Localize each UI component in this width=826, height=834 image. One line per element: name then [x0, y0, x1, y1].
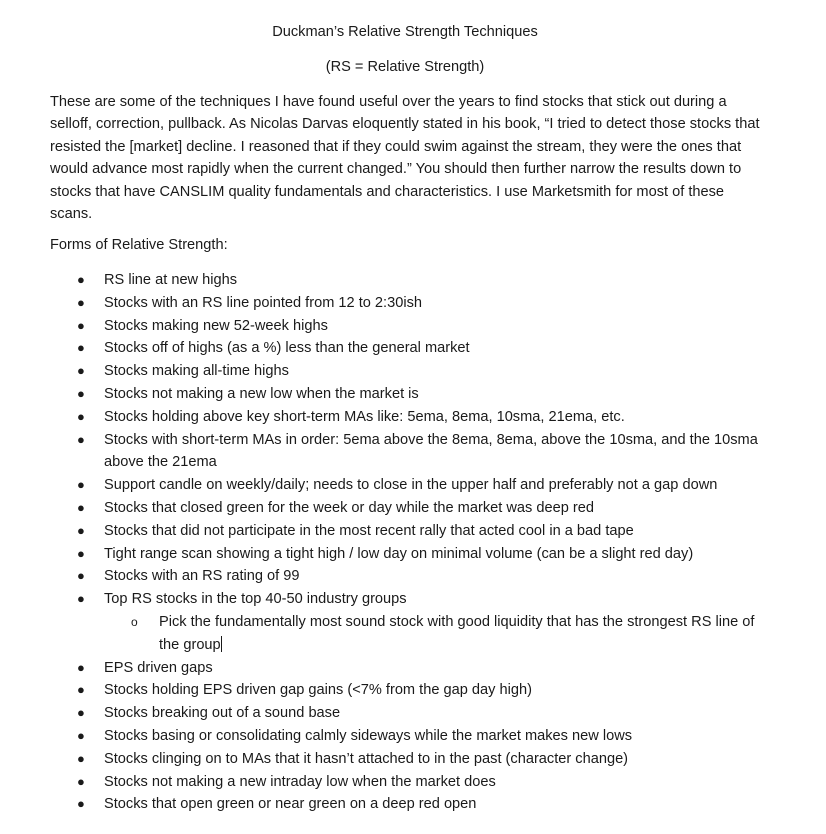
list-item — [0, 269, 764, 292]
list-item — [0, 771, 764, 794]
bullet-icon: ● — [77, 363, 85, 379]
list-item-text: Stocks clinging on to MAs that it hasn’t attached to in the past (character change) — [104, 750, 629, 767]
bullet-icon: ● — [77, 727, 85, 743]
list-item-text: Top RS stocks in the top 40-50 industry groups — [104, 591, 407, 608]
list-item — [0, 565, 764, 588]
sub-list-item-text[interactable]: Pick the fundamentally most sound stock with good liquidity that has the strongest RS line of the group — [159, 613, 755, 653]
bullet-icon: ● — [77, 317, 85, 333]
list-item — [0, 292, 764, 315]
text-cursor — [221, 636, 222, 652]
bullet-icon: ● — [77, 522, 85, 538]
list-item — [0, 383, 764, 406]
bullet-icon: ● — [77, 796, 85, 812]
intro-paragraph: These are some of the techniques I have found useful over the years to find stocks that stick out during a selloff, correction, pullback. As Nicolas Darvas eloquently stated in his book, “I tried to detect those stocks that resisted the [market] decline. I reasoned that if they could swim against the stream, they were the ones that would advance most rapidly when the current changed.” You should then further narrow the results down to stocks that have CANSLIM quality fundamentals and characteristics. I use Marketsmith for most of these scans. — [50, 94, 760, 223]
list-item-text: Stocks making all-time highs — [104, 363, 289, 380]
document-title: Duckman’s Relative Strength Techniques — [272, 24, 538, 40]
bullet-icon: ● — [77, 773, 85, 789]
sub-bullet-icon: o — [131, 614, 138, 629]
list-item-text: Stocks with an RS line pointed from 12 to 2:30ish — [104, 294, 422, 311]
forms-heading: Forms of Relative Strength: — [50, 237, 228, 253]
list-item-text: RS line at new highs — [104, 272, 238, 288]
list-item-text: Stocks not making a new low when the market is — [104, 385, 419, 402]
list-item — [0, 702, 764, 725]
list-item-text: Stocks breaking out of a sound base — [104, 705, 341, 722]
bullet-icon: ● — [77, 568, 85, 584]
bullet-icon: ● — [77, 477, 85, 493]
list-item-text: Stocks making new 52-week highs — [104, 317, 328, 334]
list-item — [0, 748, 764, 771]
bullet-icon: ● — [77, 294, 85, 310]
list-item-text: Stocks holding above key short-term MAs like: 5ema, 8ema, 10sma, 21ema, etc. — [104, 408, 625, 425]
bullet-icon: ● — [77, 272, 85, 287]
bullet-icon: ● — [77, 431, 85, 447]
list-item — [0, 429, 764, 475]
sub-list-item[interactable] — [0, 611, 759, 657]
list-item-text: EPS driven gaps — [104, 659, 213, 676]
list-item — [0, 360, 764, 383]
list-item — [0, 406, 764, 429]
list-item — [0, 657, 764, 680]
list-item-text: Stocks with short-term MAs in order: 5ema above the 8ema, 8ema, above the 10sma, and the 10sma above the 21ema — [104, 431, 758, 471]
list-item-text: Stocks not making a new intraday low when the market does — [104, 773, 496, 790]
list-item — [0, 497, 764, 520]
list-item-text: Tight range scan showing a tight high / low day on minimal volume (can be a slight red day) — [104, 545, 694, 562]
list-item — [0, 474, 764, 497]
bullet-icon: ● — [77, 385, 85, 401]
list-item-text: Stocks holding EPS driven gap gains (<7% from the gap day high) — [104, 682, 532, 699]
list-item-text: Stocks that closed green for the week or day while the market was deep red — [104, 499, 594, 516]
bullet-icon: ● — [77, 408, 85, 424]
list-item-text: Stocks with an RS rating of 99 — [104, 568, 300, 585]
document-subtitle: (RS = Relative Strength) — [325, 59, 485, 75]
bullet-icon: ● — [77, 750, 85, 766]
list-item-text: Stocks basing or consolidating calmly sideways while the market makes new lows — [104, 727, 633, 744]
list-item — [0, 337, 764, 360]
bullet-icon: ● — [77, 705, 85, 721]
list-item — [0, 679, 764, 702]
list-item — [0, 725, 764, 748]
list-item — [0, 793, 764, 816]
list-item — [0, 543, 764, 566]
bullet-icon: ● — [77, 545, 85, 561]
bullet-icon: ● — [77, 499, 85, 515]
list-item — [0, 520, 764, 543]
rs-technique-list — [0, 269, 826, 816]
list-item — [0, 315, 764, 338]
bullet-icon: ● — [77, 340, 85, 356]
list-item-text: Support candle on weekly/daily; needs to close in the upper half and preferably not a gap down — [104, 477, 718, 494]
list-item — [0, 588, 764, 611]
bullet-icon: ● — [77, 659, 85, 675]
bullet-icon: ● — [77, 682, 85, 698]
list-item-text: Stocks that open green or near green on a deep red open — [104, 796, 477, 813]
list-item-text: Stocks that did not participate in the most recent rally that acted cool in a bad tape — [104, 522, 634, 539]
list-item-text: Stocks off of highs (as a %) less than the general market — [104, 340, 470, 357]
bullet-icon: ● — [77, 591, 85, 607]
